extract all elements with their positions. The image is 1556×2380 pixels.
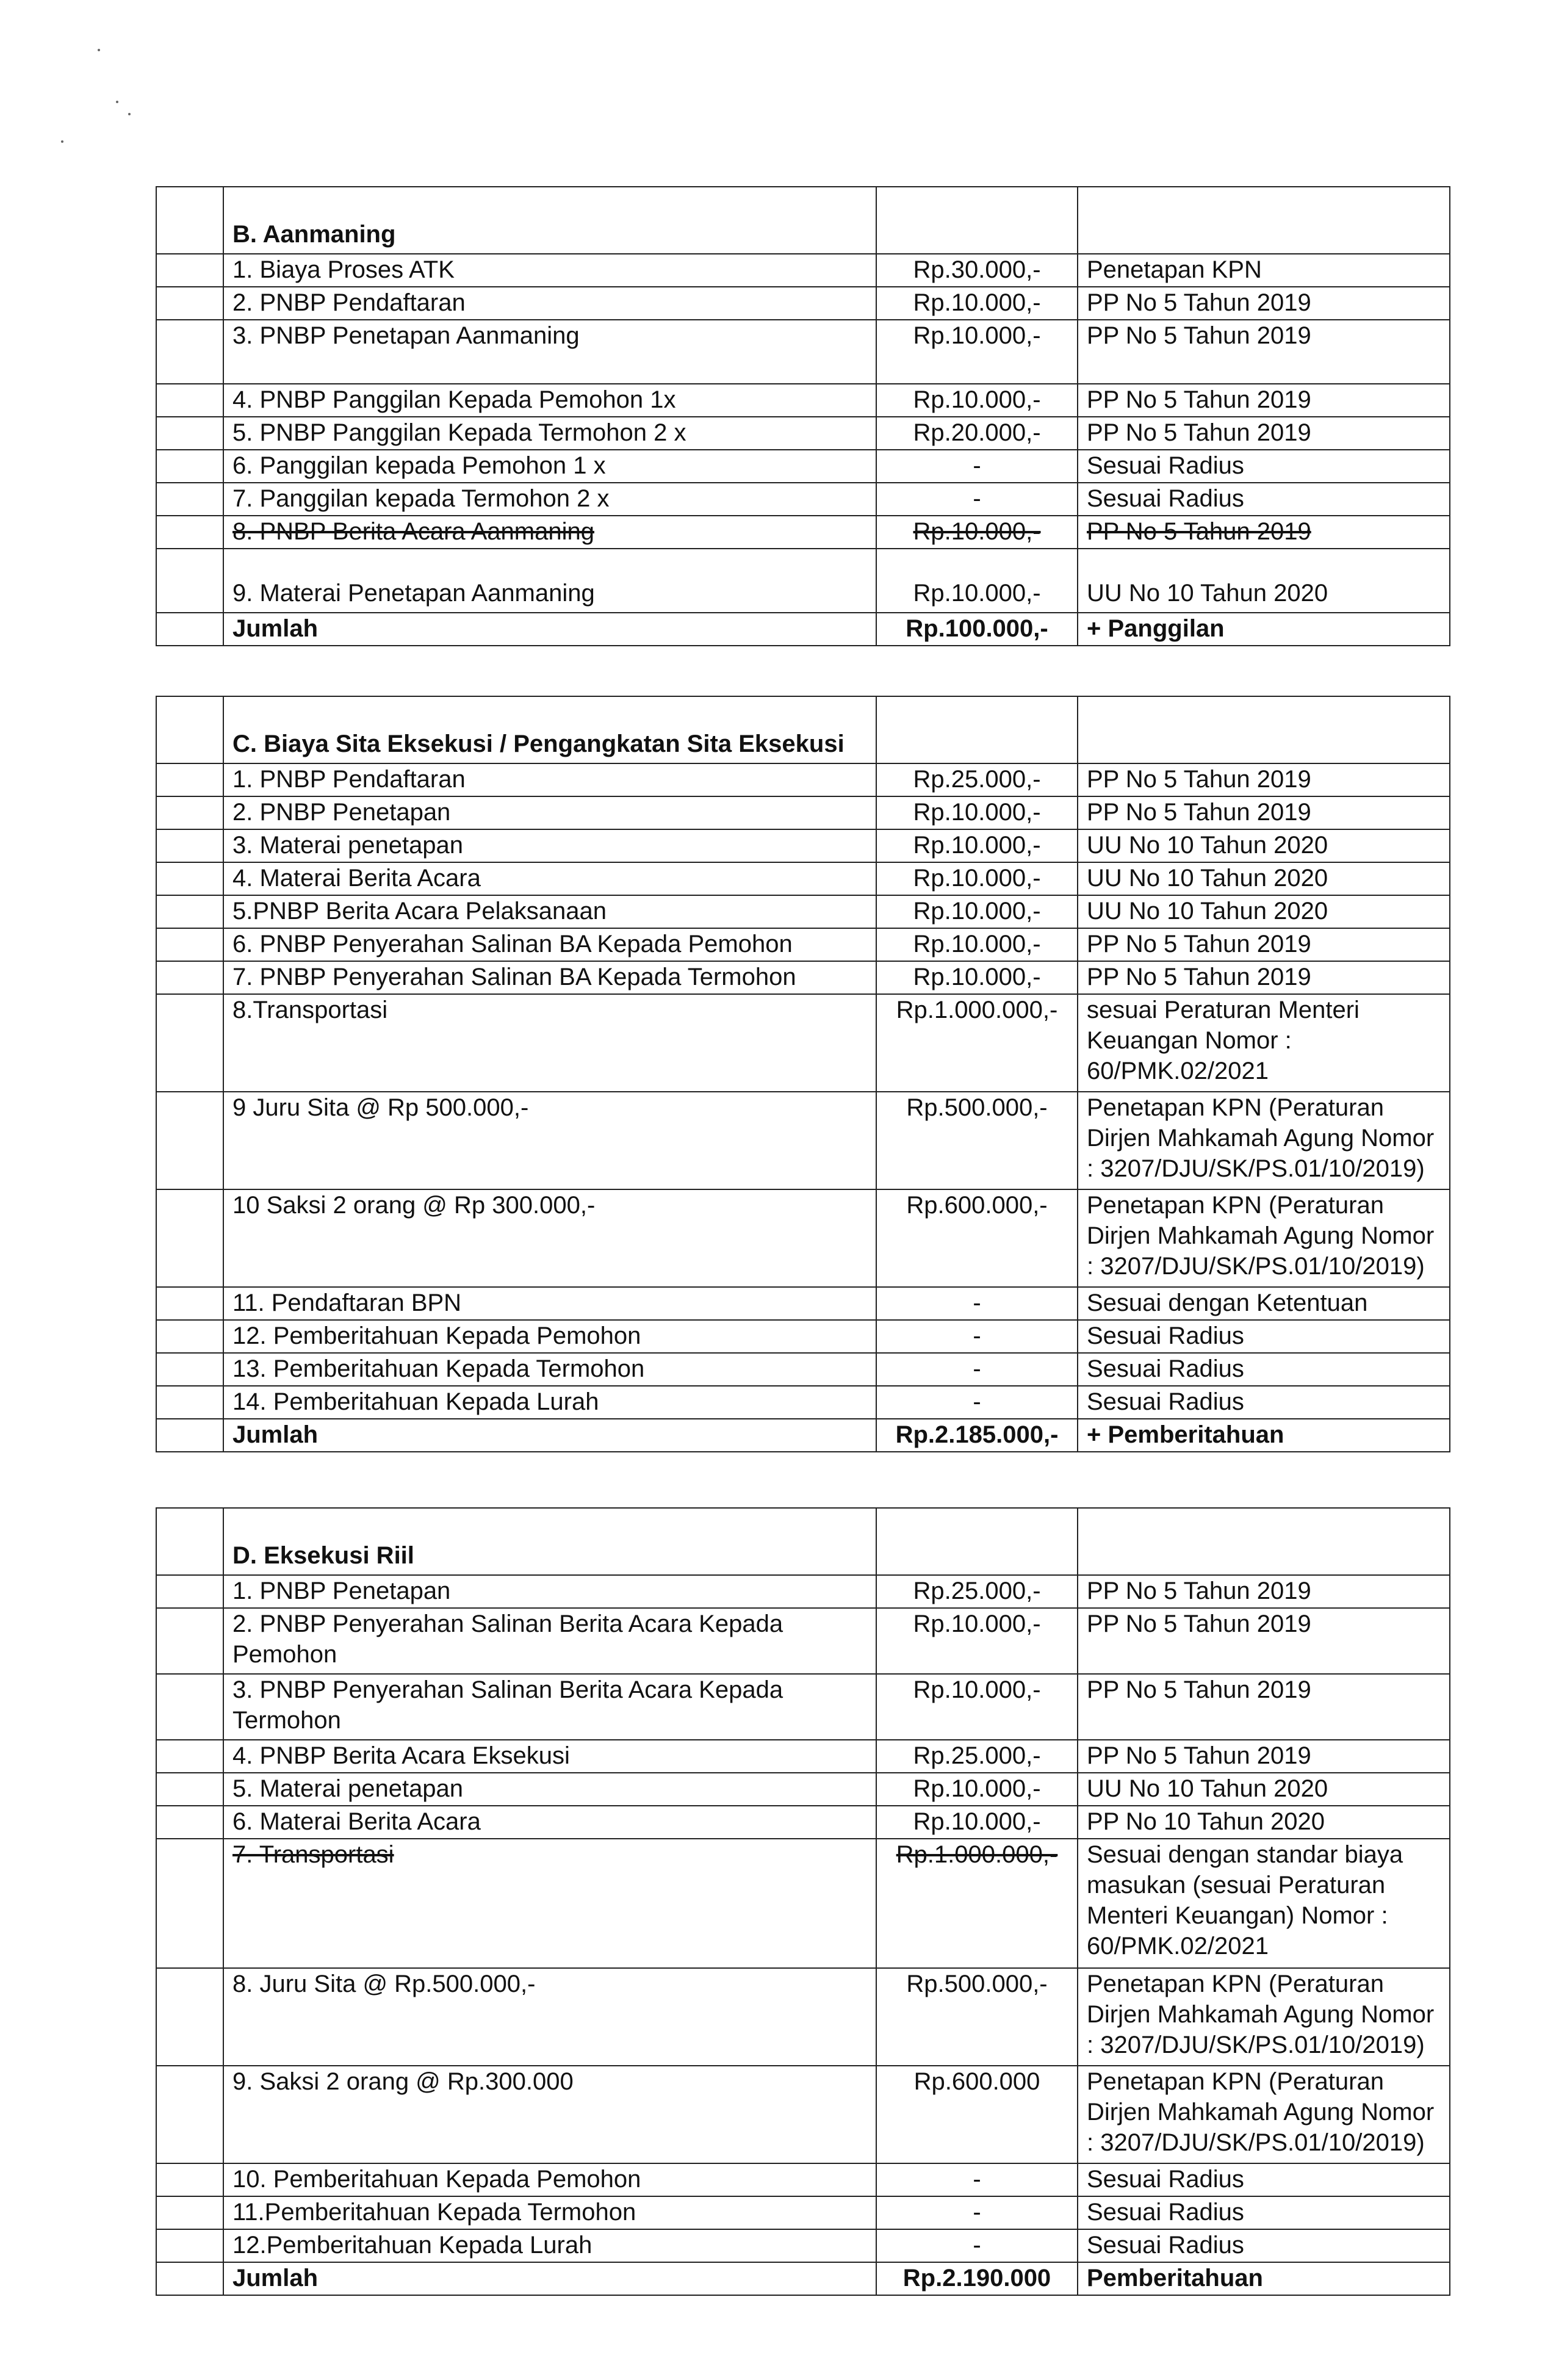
- item-reference: sesuai Peraturan Menteri Keuangan Nomor : 60/PMK.02/2021: [1078, 994, 1450, 1092]
- item-amount: -: [876, 2196, 1078, 2229]
- item-reference: Penetapan KPN (Peraturan Dirjen Mahkamah Agung Nomor : 3207/DJU/SK/PS.01/10/2019): [1078, 2066, 1450, 2163]
- item-label: 12. Pemberitahuan Kepada Pemohon: [223, 1320, 876, 1353]
- total-row: [156, 1419, 1450, 1452]
- table-row-struck: [156, 1839, 1450, 1968]
- item-amount: Rp.10.000,-: [876, 796, 1078, 829]
- item-amount: Rp.25.000,-: [876, 1575, 1078, 1608]
- item-reference: Penetapan KPN (Peraturan Dirjen Mahkamah Agung Nomor : 3207/DJU/SK/PS.01/10/2019): [1078, 1968, 1450, 2066]
- total-amount: Rp.2.190.000: [876, 2262, 1078, 2295]
- item-label: 14. Pemberitahuan Kepada Lurah: [223, 1386, 876, 1419]
- table-row: [156, 384, 1450, 417]
- table-row: [156, 2163, 1450, 2196]
- item-label: 8.Transportasi: [223, 994, 876, 1092]
- item-amount: Rp.10.000,-: [876, 384, 1078, 417]
- item-amount: Rp.20.000,-: [876, 417, 1078, 450]
- item-label: 10. Pemberitahuan Kepada Pemohon: [223, 2163, 876, 2196]
- item-reference: Sesuai dengan Ketentuan: [1078, 1287, 1450, 1320]
- item-label: 5.PNBP Berita Acara Pelaksanaan: [223, 895, 876, 928]
- item-amount: Rp.600.000: [876, 2066, 1078, 2163]
- table-row: [156, 549, 1450, 613]
- item-reference: PP No 10 Tahun 2020: [1078, 1806, 1450, 1839]
- item-label: 6. PNBP Penyerahan Salinan BA Kepada Pemohon: [223, 928, 876, 961]
- item-label: 3. Materai penetapan: [223, 829, 876, 862]
- item-amount: Rp.10.000,-: [876, 895, 1078, 928]
- item-reference: Penetapan KPN (Peraturan Dirjen Mahkamah Agung Nomor : 3207/DJU/SK/PS.01/10/2019): [1078, 1189, 1450, 1287]
- item-amount: Rp.30.000,-: [876, 254, 1078, 287]
- item-label: 6. Materai Berita Acara: [223, 1806, 876, 1839]
- table-row: [156, 994, 1450, 1092]
- item-reference: UU No 10 Tahun 2020: [1078, 829, 1450, 862]
- item-reference: PP No 5 Tahun 2019: [1078, 928, 1450, 961]
- item-reference: PP No 5 Tahun 2019: [1078, 1575, 1450, 1608]
- table-row: [156, 1386, 1450, 1419]
- item-amount: -: [876, 1320, 1078, 1353]
- item-amount: Rp.10.000,-: [876, 829, 1078, 862]
- item-reference: Sesuai Radius: [1078, 1320, 1450, 1353]
- total-reference: Pemberitahuan: [1078, 2262, 1450, 2295]
- item-label: 1. PNBP Penetapan: [223, 1575, 876, 1608]
- item-label: 8. Juru Sita @ Rp.500.000,-: [223, 1968, 876, 2066]
- table-row: [156, 1287, 1450, 1320]
- table-row: [156, 2196, 1450, 2229]
- item-amount: -: [876, 1353, 1078, 1386]
- item-reference: Sesuai Radius: [1078, 483, 1450, 516]
- item-label: 3. PNBP Penyerahan Salinan Berita Acara Kepada Termohon: [223, 1674, 876, 1740]
- item-label: 7. Panggilan kepada Termohon 2 x: [223, 483, 876, 516]
- item-label: 8. PNBP Berita Acara Aanmaning: [223, 516, 876, 549]
- table-sita-eksekusi: [156, 696, 1450, 1452]
- total-amount: Rp.2.185.000,-: [876, 1419, 1078, 1452]
- item-label: 4. Materai Berita Acara: [223, 862, 876, 895]
- item-reference: PP No 5 Tahun 2019: [1078, 320, 1450, 384]
- item-label: 4. PNBP Panggilan Kepada Pemohon 1x: [223, 384, 876, 417]
- item-amount: Rp.10.000,-: [876, 1608, 1078, 1674]
- item-amount: Rp.10.000,-: [876, 1773, 1078, 1806]
- scan-speck: [116, 101, 118, 103]
- section-header-row: [156, 1508, 1450, 1575]
- item-label: 7. Transportasi: [223, 1839, 876, 1968]
- table-row: [156, 417, 1450, 450]
- item-reference: PP No 5 Tahun 2019: [1078, 516, 1450, 549]
- item-reference: Penetapan KPN (Peraturan Dirjen Mahkamah Agung Nomor : 3207/DJU/SK/PS.01/10/2019): [1078, 1092, 1450, 1189]
- table-row: [156, 2066, 1450, 2163]
- item-reference: Sesuai dengan standar biaya masukan (sesuai Peraturan Menteri Keuangan) Nomor : 60/PMK.02/2021: [1078, 1839, 1450, 1968]
- item-reference: PP No 5 Tahun 2019: [1078, 417, 1450, 450]
- table-row: [156, 320, 1450, 384]
- section-title: C. Biaya Sita Eksekusi / Pengangkatan Sita Eksekusi: [223, 696, 876, 763]
- table-row: [156, 254, 1450, 287]
- item-amount: Rp.10.000,-: [876, 320, 1078, 384]
- total-label: Jumlah: [223, 1419, 876, 1452]
- item-amount: Rp.10.000,-: [876, 287, 1078, 320]
- item-amount: -: [876, 2229, 1078, 2262]
- item-label: 7. PNBP Penyerahan Salinan BA Kepada Termohon: [223, 961, 876, 994]
- item-label: 9 Juru Sita @ Rp 500.000,-: [223, 1092, 876, 1189]
- scan-speck: [98, 49, 100, 51]
- item-reference: UU No 10 Tahun 2020: [1078, 862, 1450, 895]
- item-amount: Rp.10.000,-: [876, 1674, 1078, 1740]
- item-label: 12.Pemberitahuan Kepada Lurah: [223, 2229, 876, 2262]
- table-row: [156, 961, 1450, 994]
- table-row: [156, 1773, 1450, 1806]
- table-row: [156, 1806, 1450, 1839]
- table-aanmaning: [156, 186, 1450, 646]
- item-label: 5. PNBP Panggilan Kepada Termohon 2 x: [223, 417, 876, 450]
- total-reference: + Panggilan: [1078, 613, 1450, 646]
- table-row: [156, 1740, 1450, 1773]
- table-row: [156, 895, 1450, 928]
- scan-speck: [61, 140, 63, 143]
- item-reference: Sesuai Radius: [1078, 1353, 1450, 1386]
- item-reference: PP No 5 Tahun 2019: [1078, 763, 1450, 796]
- table-row: [156, 1674, 1450, 1740]
- total-row: [156, 613, 1450, 646]
- table-row: [156, 287, 1450, 320]
- item-amount: Rp.25.000,-: [876, 763, 1078, 796]
- table-row: [156, 1968, 1450, 2066]
- item-amount: Rp.10.000,-: [876, 549, 1078, 613]
- item-label: 13. Pemberitahuan Kepada Termohon: [223, 1353, 876, 1386]
- item-reference: Sesuai Radius: [1078, 1386, 1450, 1419]
- total-row: [156, 2262, 1450, 2295]
- table-row: [156, 829, 1450, 862]
- item-label: 10 Saksi 2 orang @ Rp 300.000,-: [223, 1189, 876, 1287]
- item-amount: Rp.600.000,-: [876, 1189, 1078, 1287]
- table-row: [156, 1608, 1450, 1674]
- item-amount: Rp.1.000.000,-: [876, 994, 1078, 1092]
- table-row: [156, 2229, 1450, 2262]
- item-reference: PP No 5 Tahun 2019: [1078, 1740, 1450, 1773]
- table-row: [156, 450, 1450, 483]
- item-label: 6. Panggilan kepada Pemohon 1 x: [223, 450, 876, 483]
- item-label: 11. Pendaftaran BPN: [223, 1287, 876, 1320]
- table-row: [156, 1353, 1450, 1386]
- total-label: Jumlah: [223, 2262, 876, 2295]
- item-label: 1. Biaya Proses ATK: [223, 254, 876, 287]
- item-amount: Rp.10.000,-: [876, 961, 1078, 994]
- item-amount: Rp.10.000,-: [876, 1806, 1078, 1839]
- item-label: 3. PNBP Penetapan Aanmaning: [223, 320, 876, 384]
- item-reference: Sesuai Radius: [1078, 2163, 1450, 2196]
- table-row: [156, 928, 1450, 961]
- item-label: 4. PNBP Berita Acara Eksekusi: [223, 1740, 876, 1773]
- item-reference: Sesuai Radius: [1078, 450, 1450, 483]
- item-amount: -: [876, 1386, 1078, 1419]
- table-row: [156, 862, 1450, 895]
- item-amount: Rp.500.000,-: [876, 1968, 1078, 2066]
- item-label: 11.Pemberitahuan Kepada Termohon: [223, 2196, 876, 2229]
- item-reference: Penetapan KPN: [1078, 254, 1450, 287]
- item-reference: PP No 5 Tahun 2019: [1078, 384, 1450, 417]
- item-label: 9. Saksi 2 orang @ Rp.300.000: [223, 2066, 876, 2163]
- item-label: 2. PNBP Pendaftaran: [223, 287, 876, 320]
- section-header-row: [156, 696, 1450, 763]
- item-label: 2. PNBP Penyerahan Salinan Berita Acara Kepada Pemohon: [223, 1608, 876, 1674]
- item-amount: Rp.500.000,-: [876, 1092, 1078, 1189]
- item-amount: -: [876, 1287, 1078, 1320]
- item-amount: Rp.25.000,-: [876, 1740, 1078, 1773]
- table-row: [156, 1189, 1450, 1287]
- section-header-row: [156, 187, 1450, 254]
- item-amount: Rp.10.000,-: [876, 516, 1078, 549]
- item-reference: PP No 5 Tahun 2019: [1078, 1608, 1450, 1674]
- item-reference: PP No 5 Tahun 2019: [1078, 287, 1450, 320]
- table-row: [156, 763, 1450, 796]
- item-reference: UU No 10 Tahun 2020: [1078, 895, 1450, 928]
- item-reference: UU No 10 Tahun 2020: [1078, 1773, 1450, 1806]
- table-row: [156, 1320, 1450, 1353]
- item-label: 9. Materai Penetapan Aanmaning: [223, 549, 876, 613]
- table-row: [156, 1575, 1450, 1608]
- section-title: B. Aanmaning: [223, 187, 876, 254]
- item-reference: Sesuai Radius: [1078, 2229, 1450, 2262]
- total-amount: Rp.100.000,-: [876, 613, 1078, 646]
- item-reference: Sesuai Radius: [1078, 2196, 1450, 2229]
- table-row: [156, 483, 1450, 516]
- table-eksekusi-riil: [156, 1507, 1450, 2296]
- item-amount: Rp.10.000,-: [876, 862, 1078, 895]
- item-amount: Rp.1.000.000,-: [876, 1839, 1078, 1968]
- section-title: D. Eksekusi Riil: [223, 1508, 876, 1575]
- item-reference: UU No 10 Tahun 2020: [1078, 549, 1450, 613]
- table-row: [156, 1092, 1450, 1189]
- item-reference: PP No 5 Tahun 2019: [1078, 1674, 1450, 1740]
- item-amount: Rp.10.000,-: [876, 928, 1078, 961]
- item-label: 1. PNBP Pendaftaran: [223, 763, 876, 796]
- item-label: 2. PNBP Penetapan: [223, 796, 876, 829]
- total-reference: + Pemberitahuan: [1078, 1419, 1450, 1452]
- item-amount: -: [876, 483, 1078, 516]
- item-reference: PP No 5 Tahun 2019: [1078, 796, 1450, 829]
- scan-speck: [128, 113, 131, 115]
- item-amount: -: [876, 450, 1078, 483]
- table-row: [156, 796, 1450, 829]
- table-row-struck: [156, 516, 1450, 549]
- total-label: Jumlah: [223, 613, 876, 646]
- item-amount: -: [876, 2163, 1078, 2196]
- item-reference: PP No 5 Tahun 2019: [1078, 961, 1450, 994]
- item-label: 5. Materai penetapan: [223, 1773, 876, 1806]
